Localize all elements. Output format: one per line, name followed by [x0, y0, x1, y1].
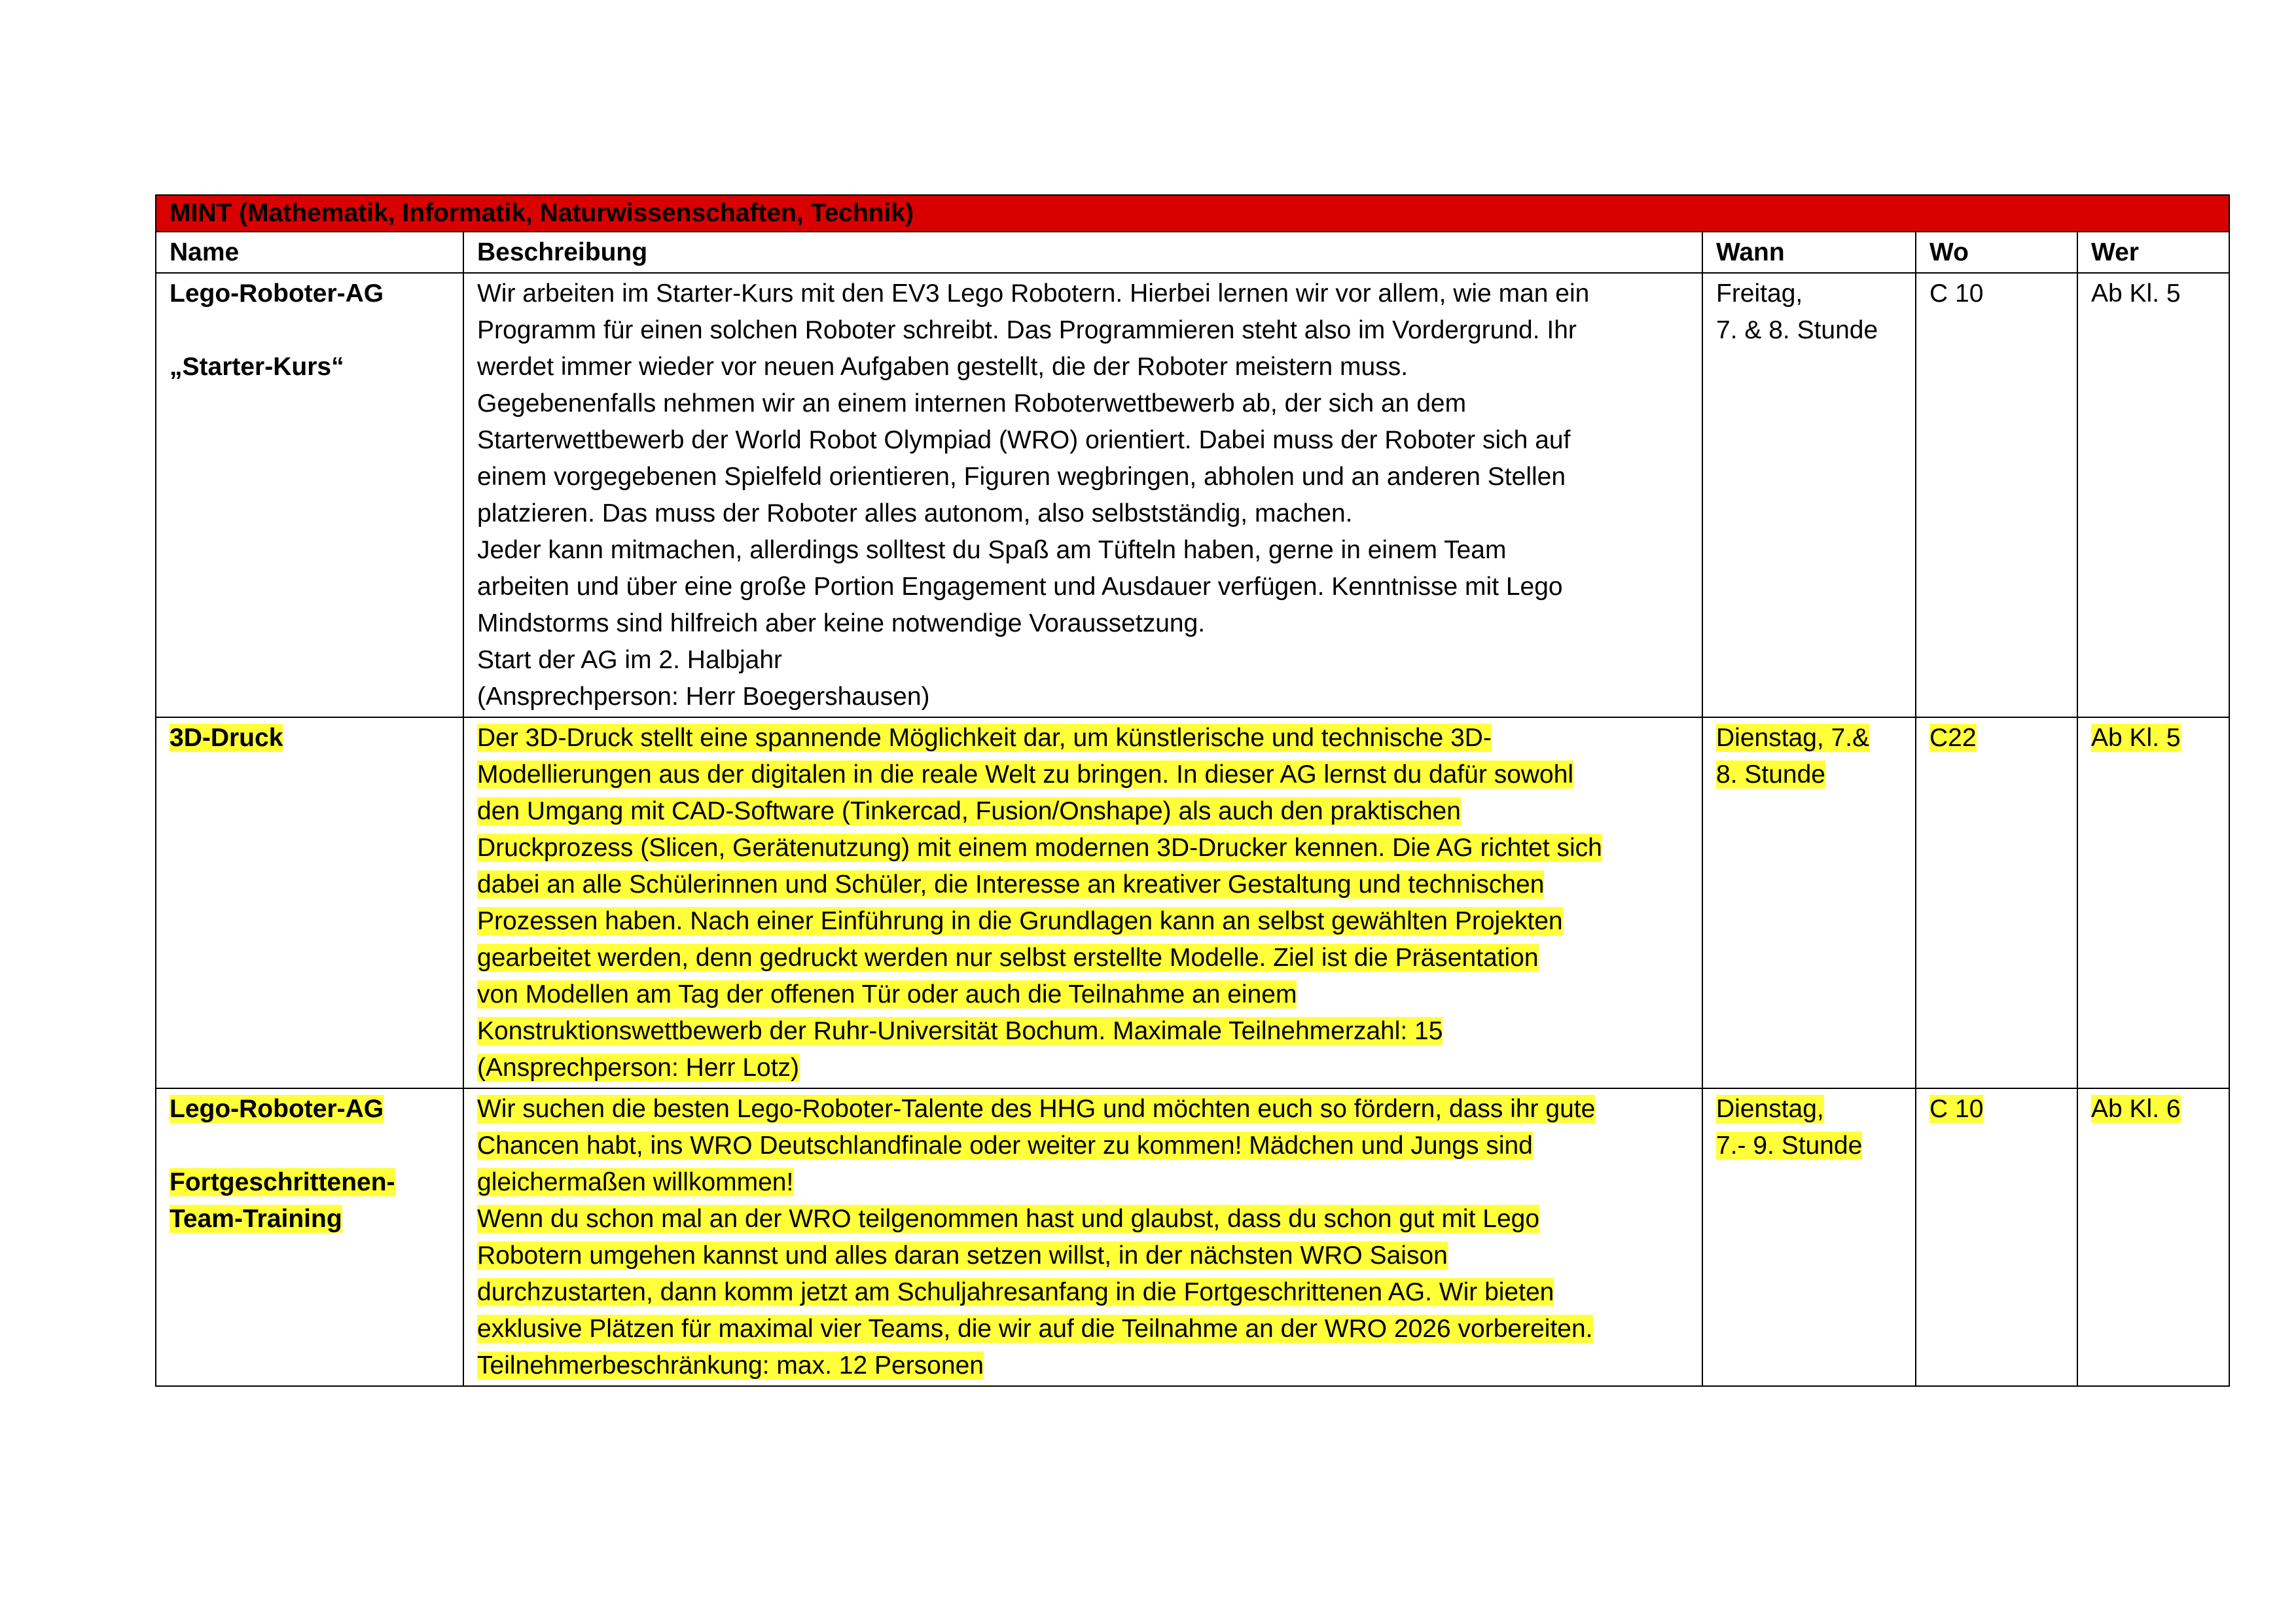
header-wer: Wer [2077, 232, 2229, 273]
row-wann-cell [1702, 717, 1916, 1088]
description-line: gearbeitet werden, denn gedruckt werden nur selbst erstellte Modelle. Ziel ist die Präsentation [477, 944, 1539, 972]
description-line: von Modellen am Tag der offenen Tür oder auch die Teilnahme an einem [477, 980, 1297, 1008]
row-wann-cell [1702, 1088, 1916, 1386]
row-description-cell [463, 717, 1702, 1088]
description-line: den Umgang mit CAD-Software (Tinkercad, Fusion/Onshape) als auch den praktischen [477, 797, 1461, 825]
row-name-line: 3D-Druck [170, 724, 283, 752]
wann-line: 8. Stunde [1716, 760, 1825, 789]
table-header-row [156, 232, 2229, 273]
description-line: (Ansprechperson: Herr Boegershausen) [477, 683, 930, 711]
wo-value: C 10 [1929, 279, 1984, 308]
description-line: Wir arbeiten im Starter-Kurs mit den EV3 Lego Robotern. Hierbei lernen wir vor allem, wie man ein [477, 279, 1590, 308]
wer-value: Ab Kl. 5 [2091, 279, 2181, 308]
description-line: werdet immer wieder vor neuen Aufgaben gestellt, die der Roboter meistern muss. [477, 353, 1408, 381]
row-name-cell [156, 717, 463, 1088]
mint-ag-table [155, 194, 2230, 1387]
description-line: Prozessen haben. Nach einer Einführung in die Grundlagen kann an selbst gewählten Projekten [477, 907, 1563, 935]
wer-value: Ab Kl. 6 [2091, 1095, 2181, 1123]
row-name-cell [156, 1088, 463, 1386]
description-line: Jeder kann mitmachen, allerdings solltest du Spaß am Tüfteln haben, gerne in einem Team [477, 536, 1507, 564]
description-line: Konstruktionswettbewerb der Ruhr-Universität Bochum. Maximale Teilnehmerzahl: 15 [477, 1017, 1443, 1045]
description-line: gleichermaßen willkommen! [477, 1168, 794, 1196]
row-wo-cell [1916, 273, 2077, 717]
row-name-cell [156, 273, 463, 717]
wann-line: Dienstag, [1716, 1095, 1824, 1123]
row-wo-cell [1916, 717, 2077, 1088]
description-line: Programm für einen solchen Roboter schreibt. Das Programmieren steht also im Vordergrund. Ihr [477, 316, 1577, 344]
row-name-line: Lego-Roboter-AG [170, 1095, 384, 1123]
description-line: Mindstorms sind hilfreich aber keine notwendige Voraussetzung. [477, 609, 1206, 637]
table-title-row [156, 195, 2229, 232]
row-name-line: „Starter-Kurs“ [170, 353, 344, 381]
description-line: Chancen habt, ins WRO Deutschlandfinale oder weiter zu kommen! Mädchen und Jungs sind [477, 1132, 1533, 1160]
description-line: Robotern umgehen kannst und alles daran setzen willst, in der nächsten WRO Saison [477, 1241, 1448, 1270]
description-line: Wenn du schon mal an der WRO teilgenommen hast und glaubst, dass du schon gut mit Lego [477, 1205, 1540, 1233]
description-line: Start der AG im 2. Halbjahr [477, 646, 783, 674]
row-name-line: Team-Training [170, 1205, 342, 1233]
description-line: exklusive Plätzen für maximal vier Teams, die wir auf die Teilnahme an der WRO 2026 vorbereiten. [477, 1315, 1593, 1343]
description-line: Der 3D-Druck stellt eine spannende Möglichkeit dar, um künstlerische und technische 3D- [477, 724, 1492, 752]
table-row [156, 1088, 2229, 1386]
description-line: Starterwettbewerb der World Robot Olympiad (WRO) orientiert. Dabei muss der Roboter sich auf [477, 426, 1571, 454]
description-line: durchzustarten, dann komm jetzt am Schuljahresanfang in die Fortgeschrittenen AG. Wir bieten [477, 1278, 1554, 1306]
row-wer-cell [2077, 1088, 2229, 1386]
header-name: Name [156, 232, 463, 273]
row-description-cell [463, 1088, 1702, 1386]
wann-line: Dienstag, 7.& [1716, 724, 1870, 752]
description-line: Wir suchen die besten Lego-Roboter-Talente des HHG und möchten euch so fördern, dass ihr gute [477, 1095, 1596, 1123]
description-line: (Ansprechperson: Herr Lotz) [477, 1054, 800, 1082]
row-wer-cell [2077, 273, 2229, 717]
row-name-line: Fortgeschrittenen- [170, 1168, 395, 1196]
header-wann: Wann [1702, 232, 1916, 273]
header-wo: Wo [1916, 232, 2077, 273]
row-wann-cell [1702, 273, 1916, 717]
row-name-line: Lego-Roboter-AG [170, 279, 384, 308]
table-row [156, 273, 2229, 717]
description-line: dabei an alle Schülerinnen und Schüler, die Interesse an kreativer Gestaltung und technischen [477, 870, 1545, 899]
table-row [156, 717, 2229, 1088]
header-beschreibung: Beschreibung [463, 232, 1702, 273]
description-line: einem vorgegebenen Spielfeld orientieren, Figuren wegbringen, abholen und an anderen Stellen [477, 463, 1566, 491]
wer-value: Ab Kl. 5 [2091, 724, 2181, 752]
description-line: Druckprozess (Slicen, Gerätenutzung) mit einem modernen 3D-Drucker kennen. Die AG richtet sich [477, 834, 1602, 862]
row-description-cell [463, 273, 1702, 717]
description-line: Gegebenenfalls nehmen wir an einem internen Roboterwettbewerb ab, der sich an dem [477, 389, 1467, 418]
wann-line: Freitag, [1716, 279, 1803, 308]
wo-value: C 10 [1929, 1095, 1984, 1123]
row-wo-cell [1916, 1088, 2077, 1386]
wo-value: C22 [1929, 724, 1977, 752]
description-line: Teilnehmerbeschränkung: max. 12 Personen [477, 1351, 984, 1380]
description-line: Modellierungen aus der digitalen in die reale Welt zu bringen. In dieser AG lernst du dafür sowohl [477, 760, 1574, 789]
table-title: MINT (Mathematik, Informatik, Naturwissenschaften, Technik) [156, 195, 2229, 232]
description-line: platzieren. Das muss der Roboter alles autonom, also selbstständig, machen. [477, 499, 1353, 527]
description-line: arbeiten und über eine große Portion Engagement und Ausdauer verfügen. Kenntnisse mit Lego [477, 573, 1563, 601]
wann-line: 7.- 9. Stunde [1716, 1132, 1863, 1160]
wann-line: 7. & 8. Stunde [1716, 316, 1878, 344]
row-wer-cell [2077, 717, 2229, 1088]
